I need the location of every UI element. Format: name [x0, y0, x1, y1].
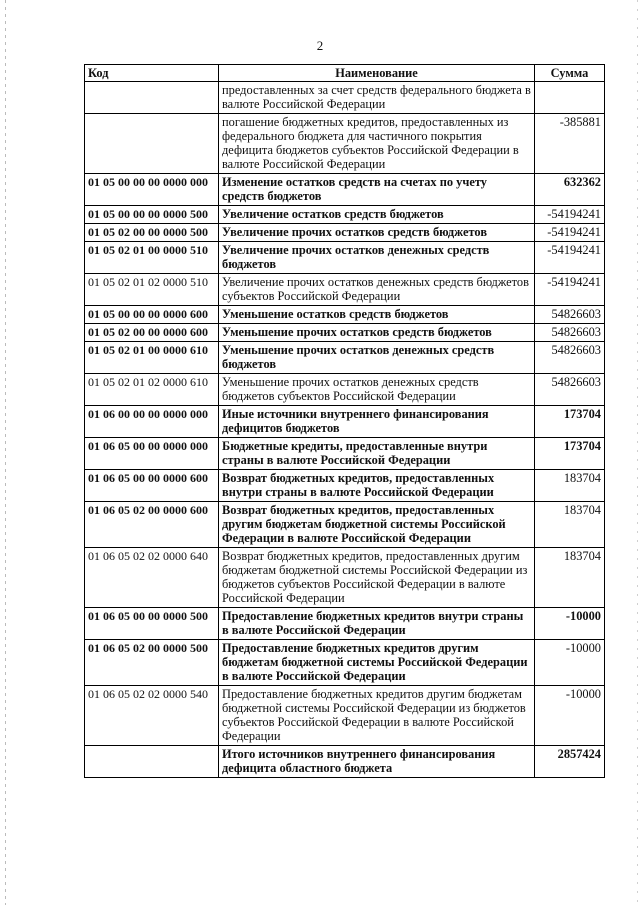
row-code-cell: 01 05 02 00 00 0000 600: [85, 324, 219, 342]
row-code-cell: 01 05 02 01 00 0000 510: [85, 242, 219, 274]
table-row: [85, 374, 605, 406]
row-code-cell: 01 05 02 01 02 0000 610: [85, 374, 219, 406]
row-name-cell: предоставленных за счет средств федерального бюджета в валюте Российской Федерации: [219, 82, 535, 114]
row-sum-cell: 173704: [535, 438, 605, 470]
row-code-cell: 01 05 02 01 00 0000 610: [85, 342, 219, 374]
budget-sources-table: [84, 64, 605, 778]
row-name-cell: Увеличение прочих остатков денежных средств бюджетов: [219, 242, 535, 274]
row-sum-cell: -54194241: [535, 224, 605, 242]
table-row: [85, 548, 605, 608]
row-name-cell: Возврат бюджетных кредитов, предоставленных другим бюджетам бюджетной системы Российской Федерации в валюте Российской Федерации: [219, 502, 535, 548]
table-body: [85, 82, 605, 778]
row-sum-cell: -54194241: [535, 274, 605, 306]
table-row: [85, 640, 605, 686]
row-sum-cell: -54194241: [535, 242, 605, 274]
row-code-cell: 01 05 02 00 00 0000 500: [85, 224, 219, 242]
row-name-cell: Возврат бюджетных кредитов, предоставленных внутри страны в валюте Российской Федерации: [219, 470, 535, 502]
table-row: [85, 438, 605, 470]
table-row: [85, 114, 605, 174]
row-name-cell: Бюджетные кредиты, предоставленные внутри страны в валюте Российской Федерации: [219, 438, 535, 470]
table-row: [85, 206, 605, 224]
row-name-cell: Увеличение прочих остатков денежных средств бюджетов субъектов Российской Федерации: [219, 274, 535, 306]
row-name-cell: Уменьшение прочих остатков средств бюджетов: [219, 324, 535, 342]
row-name-cell: Изменение остатков средств на счетах по учету средств бюджетов: [219, 174, 535, 206]
table-row: [85, 686, 605, 746]
row-code-cell: 01 05 00 00 00 0000 600: [85, 306, 219, 324]
row-code-cell: 01 06 05 00 00 0000 500: [85, 608, 219, 640]
row-sum-cell: 54826603: [535, 324, 605, 342]
row-sum-cell: 2857424: [535, 746, 605, 778]
row-code-cell: 01 06 05 02 00 0000 600: [85, 502, 219, 548]
table-row: [85, 470, 605, 502]
row-name-cell: Предоставление бюджетных кредитов внутри страны в валюте Российской Федерации: [219, 608, 535, 640]
row-sum-cell: -54194241: [535, 206, 605, 224]
column-header-name: Наименование: [219, 65, 535, 82]
row-name-cell: Увеличение прочих остатков средств бюджетов: [219, 224, 535, 242]
row-code-cell: 01 06 05 00 00 0000 600: [85, 470, 219, 502]
table-row: [85, 324, 605, 342]
row-code-cell: 01 06 05 00 00 0000 000: [85, 438, 219, 470]
table-row: [85, 224, 605, 242]
table-row: [85, 174, 605, 206]
table-row: [85, 406, 605, 438]
row-sum-cell: 183704: [535, 548, 605, 608]
row-sum-cell: [535, 82, 605, 114]
row-sum-cell: 54826603: [535, 374, 605, 406]
table-row: [85, 274, 605, 306]
row-code-cell: 01 06 05 02 02 0000 640: [85, 548, 219, 608]
row-name-cell: Итого источников внутреннего финансирования дефицита областного бюджета: [219, 746, 535, 778]
row-name-cell: Уменьшение прочих остатков денежных средств бюджетов субъектов Российской Федерации: [219, 374, 535, 406]
scan-edge-right: [637, 0, 638, 905]
row-code-cell: 01 05 00 00 00 0000 000: [85, 174, 219, 206]
row-sum-cell: 173704: [535, 406, 605, 438]
row-sum-cell: 632362: [535, 174, 605, 206]
row-code-cell: [85, 746, 219, 778]
table-row: [85, 82, 605, 114]
table-row: [85, 242, 605, 274]
row-name-cell: Увеличение остатков средств бюджетов: [219, 206, 535, 224]
row-name-cell: Иные источники внутреннего финансирования дефицитов бюджетов: [219, 406, 535, 438]
table-row: [85, 502, 605, 548]
row-sum-cell: 54826603: [535, 306, 605, 324]
row-sum-cell: -10000: [535, 686, 605, 746]
scan-edge-left: [5, 0, 6, 905]
row-code-cell: 01 06 05 02 02 0000 540: [85, 686, 219, 746]
page-number: 2: [316, 38, 324, 53]
table-row: [85, 306, 605, 324]
row-sum-cell: 183704: [535, 502, 605, 548]
row-name-cell: Уменьшение прочих остатков денежных средств бюджетов: [219, 342, 535, 374]
row-sum-cell: -10000: [535, 608, 605, 640]
row-name-cell: Уменьшение остатков средств бюджетов: [219, 306, 535, 324]
table-row: [85, 746, 605, 778]
row-sum-cell: -385881: [535, 114, 605, 174]
row-name-cell: Предоставление бюджетных кредитов другим бюджетам бюджетной системы Российской Федерации в валюте Российской Федерации: [219, 640, 535, 686]
table-row: [85, 608, 605, 640]
row-code-cell: 01 05 02 01 02 0000 510: [85, 274, 219, 306]
row-sum-cell: 183704: [535, 470, 605, 502]
row-sum-cell: -10000: [535, 640, 605, 686]
row-code-cell: 01 06 00 00 00 0000 000: [85, 406, 219, 438]
column-header-code: Код: [85, 65, 219, 82]
column-header-sum: Сумма: [535, 65, 605, 82]
table-header-row: [85, 65, 605, 82]
row-code-cell: [85, 82, 219, 114]
row-sum-cell: 54826603: [535, 342, 605, 374]
table-row: [85, 342, 605, 374]
row-code-cell: 01 06 05 02 00 0000 500: [85, 640, 219, 686]
row-code-cell: [85, 114, 219, 174]
row-name-cell: Возврат бюджетных кредитов, предоставленных другим бюджетам бюджетной системы Российской Федерации из бюджетов субъектов Российской Федерации в валюте Российской Федерации: [219, 548, 535, 608]
row-name-cell: Предоставление бюджетных кредитов другим бюджетам бюджетной системы Российской Федерации из бюджетов субъектов Российской Федерации в валюте Российской Федерации: [219, 686, 535, 746]
row-code-cell: 01 05 00 00 00 0000 500: [85, 206, 219, 224]
row-name-cell: погашение бюджетных кредитов, предоставленных из федерального бюджета для частичного покрытия дефицита бюджетов субъектов Российской Федерации в валюте Российской Федерации: [219, 114, 535, 174]
